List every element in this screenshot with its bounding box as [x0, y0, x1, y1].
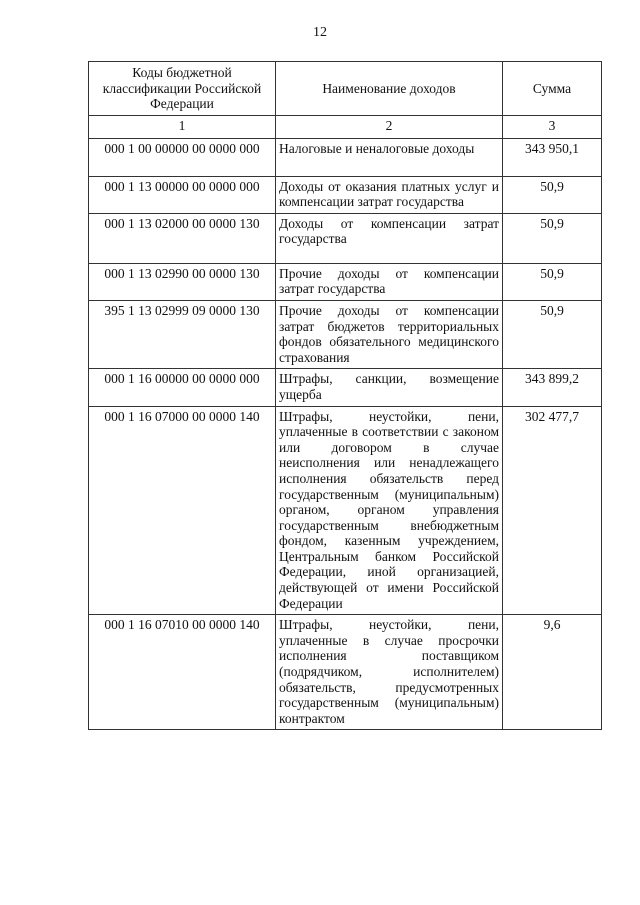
revenue-table: [88, 61, 602, 730]
column-number: 2: [276, 116, 503, 139]
row-code: 000 1 13 02000 00 0000 130: [89, 213, 276, 263]
row-name: Штрафы, неустойки, пени, уплаченные в соответствии с законом или договором в случае неисполнения или ненадлежащего исполнения обязательств перед государственным (муниципальным) органом, органом управления государственным внебюджетным фондом, казенным учреждением, Центральным банком Российской Федерации, иной организацией, действующей от имени Российской Федерации: [276, 406, 503, 615]
row-sum: 343 899,2: [503, 369, 602, 406]
table-row: [89, 138, 602, 176]
row-name: Прочие доходы от компенсации затрат бюджетов территориальных фондов обязательного медицинского страхования: [276, 300, 503, 368]
page-number: 12: [313, 25, 327, 40]
column-number: 3: [503, 116, 602, 139]
header-code: Коды бюджетной классификации Российской Федерации: [89, 62, 276, 116]
row-name: Доходы от компенсации затрат государства: [276, 213, 503, 263]
row-code: 000 1 16 07000 00 0000 140: [89, 406, 276, 615]
header-name: Наименование доходов: [276, 62, 503, 116]
table-row: [89, 300, 602, 368]
row-name: Штрафы, санкции, возмещение ущерба: [276, 369, 503, 406]
table-row: [89, 615, 602, 730]
table-row: [89, 263, 602, 300]
table-row: [89, 369, 602, 406]
row-code: 000 1 16 00000 00 0000 000: [89, 369, 276, 406]
row-sum: 343 950,1: [503, 138, 602, 176]
row-name: Штрафы, неустойки, пени, уплаченные в случае просрочки исполнения поставщиком (подрядчиком, исполнителем) обязательств, предусмотренных государственным (муниципальным) контрактом: [276, 615, 503, 730]
row-code: 000 1 16 07010 00 0000 140: [89, 615, 276, 730]
row-sum: 50,9: [503, 263, 602, 300]
row-name: Доходы от оказания платных услуг и компенсации затрат государства: [276, 176, 503, 213]
row-sum: 50,9: [503, 300, 602, 368]
column-number: 1: [89, 116, 276, 139]
table-row: [89, 406, 602, 615]
row-sum: 50,9: [503, 176, 602, 213]
row-sum: 9,6: [503, 615, 602, 730]
row-name: Прочие доходы от компенсации затрат государства: [276, 263, 503, 300]
row-code: 000 1 00 00000 00 0000 000: [89, 138, 276, 176]
row-code: 000 1 13 00000 00 0000 000: [89, 176, 276, 213]
row-code: 000 1 13 02990 00 0000 130: [89, 263, 276, 300]
row-name: Налоговые и неналоговые доходы: [276, 138, 503, 176]
table-row: [89, 176, 602, 213]
row-code: 395 1 13 02999 09 0000 130: [89, 300, 276, 368]
table-row: [89, 213, 602, 263]
column-number-row: [89, 116, 602, 139]
row-sum: 50,9: [503, 213, 602, 263]
row-sum: 302 477,7: [503, 406, 602, 615]
table-header-row: [89, 62, 602, 116]
header-sum: Сумма: [503, 62, 602, 116]
